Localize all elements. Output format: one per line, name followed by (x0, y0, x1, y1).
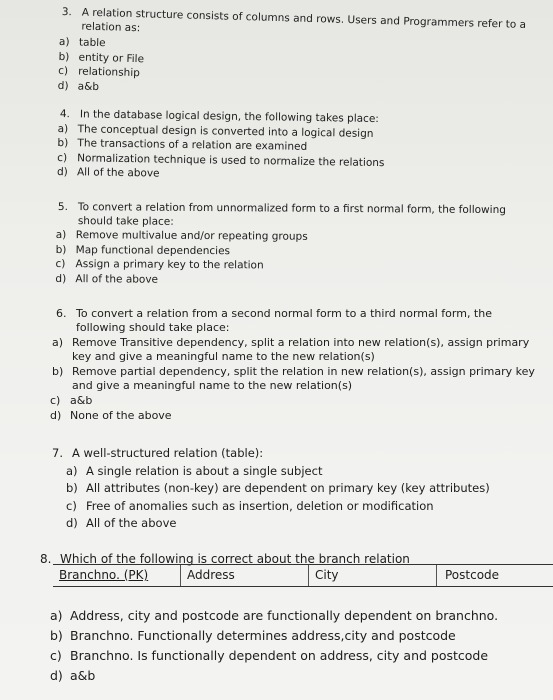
option-d: d) All of the above (55, 272, 159, 286)
option-c: c) a&b (50, 394, 93, 407)
question-number: 3. (61, 6, 73, 19)
option-d: d) All of the above (56, 165, 160, 180)
option-a: a) Remove Transitive dependency, split a relation into new relation(s), assign primary key and give a meaningful name to the new relation(s) (52, 336, 530, 363)
option-a: a) A single relation is about a single subject (66, 463, 323, 478)
option-d: d) None of the above (50, 409, 172, 422)
question-text: Which of the following is correct about the branch relation (60, 552, 410, 566)
question-text: In the database logical design, the following takes place: (79, 108, 379, 126)
question-number: 7. (52, 446, 63, 460)
option-c: c) Normalization technique is used to normalize the relations (57, 151, 385, 169)
option-b: b) Remove partial dependency, split the relation in new relation(s), assign primary key and give a meaningful name to the new relation(s) (52, 365, 535, 392)
table-header-city: City (309, 565, 437, 586)
option-b: b) Branchno. Functionally determines address,city and postcode (50, 628, 456, 643)
question-text: To convert a relation from a second normal form to a third normal form, the following should take place: (76, 307, 492, 334)
question-8-options (50, 605, 545, 685)
option-b: b) The transactions of a relation are examined (57, 136, 308, 153)
question-text: To convert a relation from unnormalized form to a first normal form, the following should take place: (77, 201, 506, 228)
question-number: 5. (57, 201, 69, 214)
option-b: b) All attributes (non-key) are dependent on primary key (key attributes) (66, 481, 490, 495)
option-c: c) Free of anomalies such as insertion, deletion or modification (66, 498, 434, 513)
option-d: d) All of the above (66, 516, 177, 530)
question-7 (52, 446, 512, 531)
table-header-address: Address (181, 565, 309, 586)
table-header-branchno: Branchno. (PK) (53, 565, 181, 586)
question-number: 6. (56, 307, 67, 320)
question-text: A relation structure consists of columns and rows. Users and Programmers refer to a relation as: (81, 6, 527, 34)
question-6 (50, 307, 544, 423)
option-b: b) entity or File (58, 50, 145, 65)
question-5 (57, 201, 538, 289)
option-c: c) Branchno. Is functionally dependent on address, city and postcode (50, 648, 489, 663)
option-a: a) The conceptual design is converted into a logical design (57, 122, 374, 140)
option-c: c) relationship (58, 64, 141, 80)
option-a: a) Address, city and postcode are functionally dependent on branchno. (50, 608, 499, 623)
option-c: c) Assign a primary key to the relation (55, 257, 264, 272)
option-b: b) Map functional dependencies (55, 243, 231, 257)
option-a: a) Remove multivalue and/or repeating groups (55, 228, 308, 243)
question-text: A well-structured relation (table): (72, 446, 264, 460)
option-a: a) table (58, 35, 106, 50)
question-number: 8. (40, 552, 52, 566)
option-d: d) a&b (57, 79, 100, 93)
question-3 (57, 6, 532, 106)
table-header-postcode: Postcode (445, 568, 500, 582)
branch-relation-table (53, 564, 553, 587)
question-4 (56, 108, 400, 185)
option-d: d) a&b (50, 668, 96, 683)
question-number: 4. (59, 108, 71, 121)
